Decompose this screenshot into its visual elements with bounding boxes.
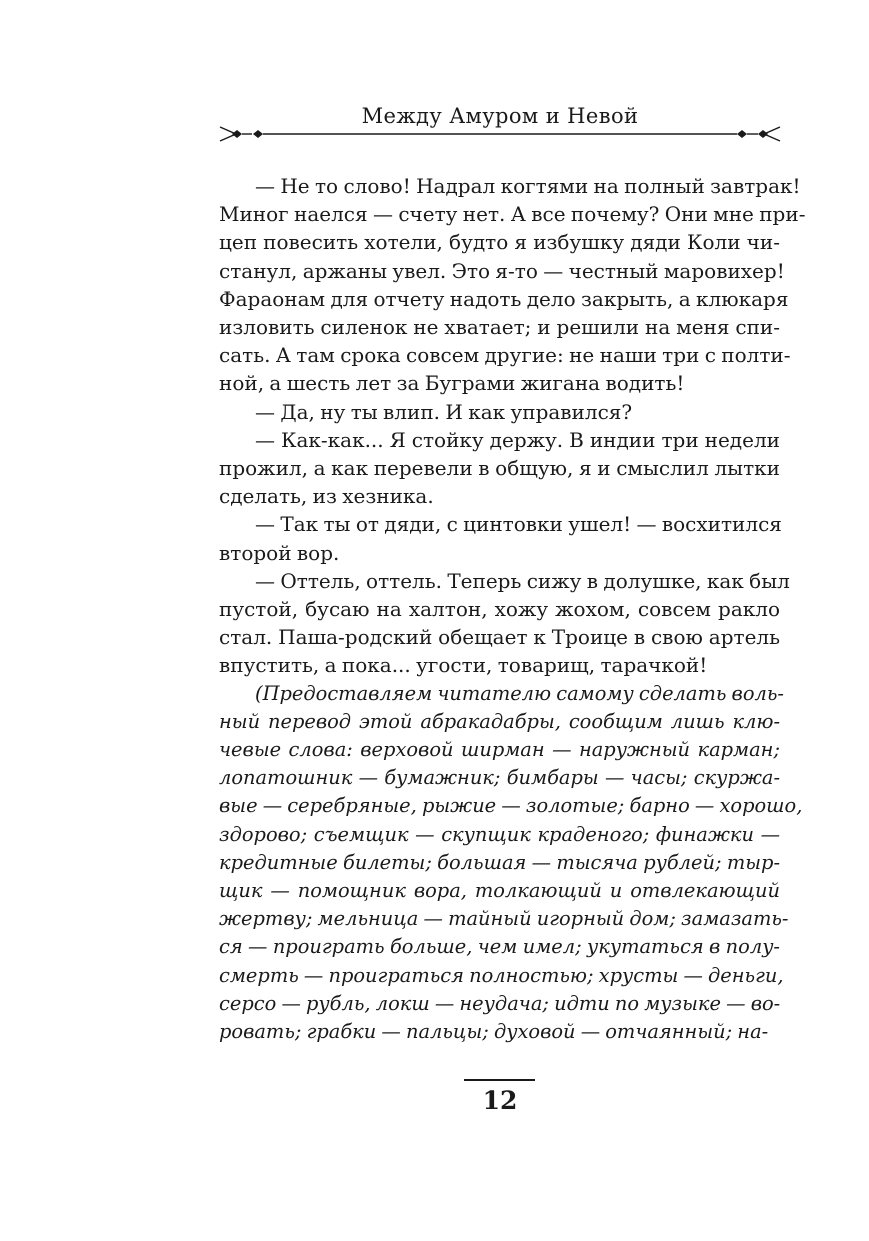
text-line: стал. Паша-родский обещает к Троице в свою артель bbox=[219, 625, 780, 650]
text-line: кредитные билеты; большая — тысяча рублей; тыр- bbox=[219, 850, 780, 874]
text-line: смерть — проиграться полностью; хрусты — деньги, bbox=[219, 963, 784, 987]
text-line: — Да, ну ты влип. И как управился? bbox=[255, 399, 633, 424]
text-line: второй вор. bbox=[219, 540, 340, 565]
text-line: ной, а шесть лет за Буграми жигана водить! bbox=[219, 371, 685, 396]
paragraph bbox=[219, 172, 806, 398]
text-line: сать. А там срока совсем другие: не наши три с полти- bbox=[219, 343, 791, 368]
body-text bbox=[219, 172, 806, 1046]
text-line: щик — помощник вора, толкающий и отвлекающий bbox=[219, 879, 780, 903]
text-line: ся — проиграть больше, чем имел; укутаться в полу- bbox=[219, 935, 780, 959]
paragraph bbox=[219, 567, 790, 680]
paragraph bbox=[219, 510, 780, 566]
text-line: цеп повесить хотели, будто я избушку дяди Коли чи- bbox=[219, 230, 780, 255]
paragraph bbox=[219, 426, 780, 511]
page-number: 12 bbox=[482, 1086, 518, 1115]
text-line: серсо — рубль, локш — неудача; идти по музыке — во- bbox=[219, 991, 781, 1015]
text-line: изловить силенок не хватает; и решили на меня спи- bbox=[219, 315, 780, 340]
text-line: чевые слова: верховой ширман — наружный карман; bbox=[219, 738, 780, 762]
text-line: вые — серебряные, рыжие — золотые; барно — хорошо, bbox=[219, 794, 803, 818]
text-line: Миног наелся — счету нет. А все почему? Они мне при- bbox=[219, 202, 806, 227]
text-line: — Не то слово! Надрал когтями на полный завтрак! bbox=[255, 174, 801, 198]
paragraph bbox=[219, 398, 780, 426]
text-line: прожил, а как перевели в общую, я и смыслил лытки bbox=[219, 456, 780, 481]
text-line: пустой, бусаю на халтон, хожу жохом, совсем ракло bbox=[219, 597, 780, 622]
text-line: ровать; грабки — пальцы; духовой — отчаянный; на- bbox=[219, 1020, 769, 1044]
text-line: — Как-как... Я стойку держу. В индии три недели bbox=[255, 427, 780, 452]
text-line: (Предоставляем читателю самому сделать воль- bbox=[255, 681, 784, 705]
text-line: станул, аржаны увел. Это я-то — честный маровихер! bbox=[219, 258, 785, 283]
text-line: — Так ты от дяди, с цинтовки ушел! — восхитился bbox=[255, 512, 782, 537]
text-line: жертву; мельница — тайный игорный дом; замазать- bbox=[219, 907, 789, 931]
footer-rule bbox=[464, 1079, 535, 1081]
header-ornament-rule bbox=[218, 124, 782, 144]
text-line: сделать, из хезника. bbox=[219, 484, 434, 509]
text-line: Фараонам для отчету надоть дело закрыть, а клюкаря bbox=[219, 286, 789, 311]
text-line: лопатошник — бумажник; бимбары — часы; скуржа- bbox=[219, 766, 780, 790]
text-line: — Оттель, оттель. Теперь сижу в долушке, как был bbox=[255, 568, 790, 593]
text-line: здорово; съемщик — скупщик краденого; финажки — bbox=[219, 822, 780, 846]
paragraph bbox=[219, 680, 803, 1047]
running-header: Между Амуром и Невой bbox=[361, 104, 639, 128]
text-line: ный перевод этой абракадабры, сообщим лишь клю- bbox=[219, 709, 780, 733]
text-line: впустить, а пока... угости, товарищ, тарачкой! bbox=[219, 653, 708, 678]
